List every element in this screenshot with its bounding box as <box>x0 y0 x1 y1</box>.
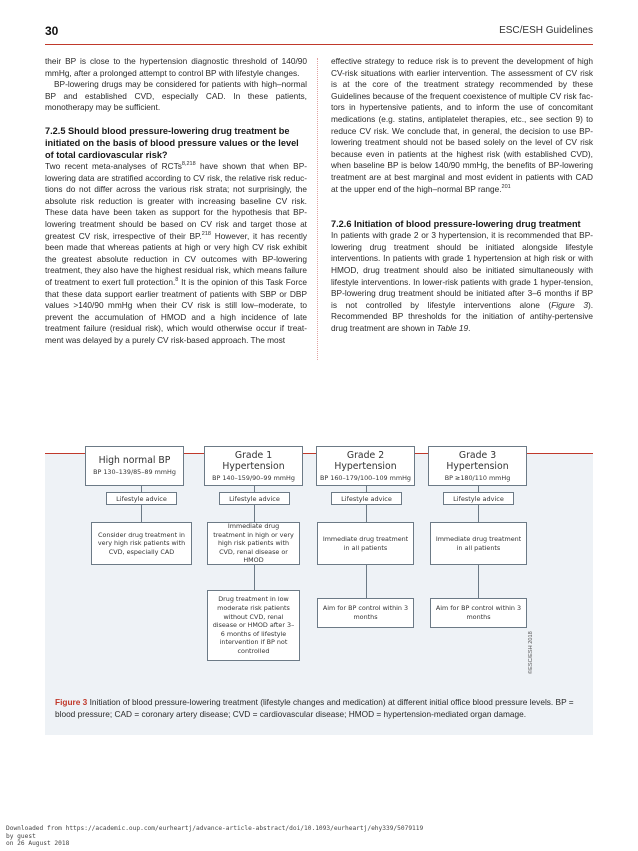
treatment-box: Drug treatment in low moderate risk patients without CVD, renal disease or HMOD after 3–6 months of lifestyle intervention if BP not controlled <box>207 590 300 661</box>
connector <box>478 565 479 598</box>
download-note: Downloaded from https://academic.oup.com/eurheartj/advance-article-abstract/doi/10.1093/eurheartj/ehy339/5079119 by guest on 26 August 2018 <box>6 825 424 848</box>
connector <box>254 505 255 522</box>
paragraph: Two recent meta-analyses of RCTs$^{8,218}$ have shown that when BP-lowering data are stratified according to CV risk, the relative risk reduc-tions do not differ across the various risk strata; not surprisingly, the absolute risk reduction is greater with increasing baseline CV risk. These data have been taken as support for the hypothesis that BP-lowering treatment should be based on CV risk and target those at greatest CV risk, irrespective of their BP.$^{218}$ However, it has recently been made that whereas patients at high or very high CV risk exhibit the greatest absolute reduction in CV outcomes with BP-lowering treatment, they also have the highest residual risk, which means failure of treatment to exert full protection.$^8$ It is the opinion of this Task Force that these data support earlier treatment of patients with SBP or DBP values >140/90 mmHg when their CV risk is still low–moderate, to prevent the accumulation of HMOD and a high incidence of late treatment failure (residual risk), which would otherwise occur if treat-ment was delayed by a purely CV risk-based approach. The most <box>45 160 308 345</box>
connector <box>141 505 142 522</box>
lifestyle-box: Lifestyle advice <box>106 492 177 505</box>
citation-ref[interactable]: 218 <box>201 230 211 237</box>
treatment-box: Consider drug treatment in very high risk patients with CVD, especially CAD <box>91 522 192 565</box>
running-title: ESC/ESH Guidelines <box>499 25 593 36</box>
column-divider <box>317 58 318 360</box>
lifestyle-box: Lifestyle advice <box>219 492 290 505</box>
figure-link[interactable]: Figure 3 <box>551 299 588 310</box>
copyright-credit: ©ESC/ESH 2018 <box>528 631 534 674</box>
page-number: 30 <box>45 24 59 38</box>
figure-caption: Figure 3 Initiation of blood pressure-lowering treatment (lifestyle changes and medication) at different initial office blood pressure levels. BP = blood pressure; CAD = coronary artery disease; CVD = cardiovascular disease; HMOD = hypertension-mediated organ damage. <box>55 697 574 719</box>
connector <box>478 505 479 522</box>
header-box-grade-3: Grade 3 Hypertension BP ≥180/110 mmHg <box>428 446 527 486</box>
section-heading-7-2-6: 7.2.6 Initiation of blood pressure-lowering drug treatment <box>331 219 581 230</box>
citation-ref[interactable]: 201 <box>501 183 511 190</box>
citation-ref[interactable]: 8,218 <box>181 161 196 168</box>
right-column <box>331 56 593 334</box>
lifestyle-box: Lifestyle advice <box>331 492 402 505</box>
lifestyle-box: Lifestyle advice <box>443 492 514 505</box>
header-box-grade-2: Grade 2 Hypertension BP 160–179/100–109 mmHg <box>316 446 415 486</box>
treatment-box: Aim for BP control within 3 months <box>317 598 414 628</box>
page-header <box>45 24 593 42</box>
table-link[interactable]: Table 19 <box>436 322 469 333</box>
paragraph: BP-lowering drugs may be considered for patients with high–normal BP and established CVD, especially CAD. In these patients, monotherapy may be sufficient. <box>45 79 307 113</box>
section-heading-7-2-5: 7.2.5 Should blood pressure-lowering drug treatment be initiated on the basis of blood pressure values or the level of total cardiovascular risk? <box>45 125 299 160</box>
figure-label: Figure 3 <box>55 697 88 707</box>
connector <box>254 565 255 590</box>
header-box-grade-1: Grade 1 Hypertension BP 140–159/90–99 mmHg <box>204 446 303 486</box>
treatment-box: Immediate drug treatment in high or very high risk patients with CVD, renal disease or HMOD <box>207 522 300 565</box>
treatment-box: Immediate drug treatment in all patients <box>317 522 414 565</box>
header-rule <box>45 44 593 45</box>
header-box-high-normal: High normal BP BP 130–139/85–89 mmHg <box>85 446 184 486</box>
connector <box>366 565 367 598</box>
treatment-box: Immediate drug treatment in all patients <box>430 522 527 565</box>
connector <box>366 505 367 522</box>
left-column <box>45 56 307 346</box>
treatment-box: Aim for BP control within 3 months <box>430 598 527 628</box>
paragraph: effective strategy to reduce risk is to prevent the development of high CV-risk situations with earlier intervention. The assessment of CV risk is at the core of the treatment strategy recommended by these Guidelines because of the frequent coexistence of multiple CV risk fac-tors in hypertensive patients, and to inform the use of concomitant medications (e.g. statins, antiplatelet therapies, etc., see section 9) to reduce CV risk. We conclude that, in general, the decision to use BP-lowering treatment should not be based solely on the level of CV risk because even in patients at the highest risk (with established CVD), when baseline BP is below 140/90 mmHg, the benefits of BP-lowering treatment are at best marginal and most evident in patients with CAD at the upper end of the high–normal BP range.$^{201}$ <box>331 56 593 194</box>
citation-ref[interactable]: 8 <box>175 277 179 284</box>
paragraph: their BP is close to the hypertension diagnostic threshold of 140/90 mmHg, after a prolonged attempt to control BP with lifestyle changes. <box>45 56 307 78</box>
paragraph: In patients with grade 2 or 3 hypertension, it is recommended that BP-lowering drug treatment should be initiated alongside lifestyle interventions. In patients with grade 1 hypertension at high risk or with HMOD, drug treatment should also be initiated simultaneously with lifestyle interventions. In lower-risk patients with grade 1 hyper-tension, BP-lowering drug treatment should be initiated after 3–6 months if BP is not controlled by lifestyle interventions alone (Figure 3). Recommended BP thresholds for the initiation of antihy-pertensive drug treatment are shown in Table 19. <box>331 230 594 333</box>
